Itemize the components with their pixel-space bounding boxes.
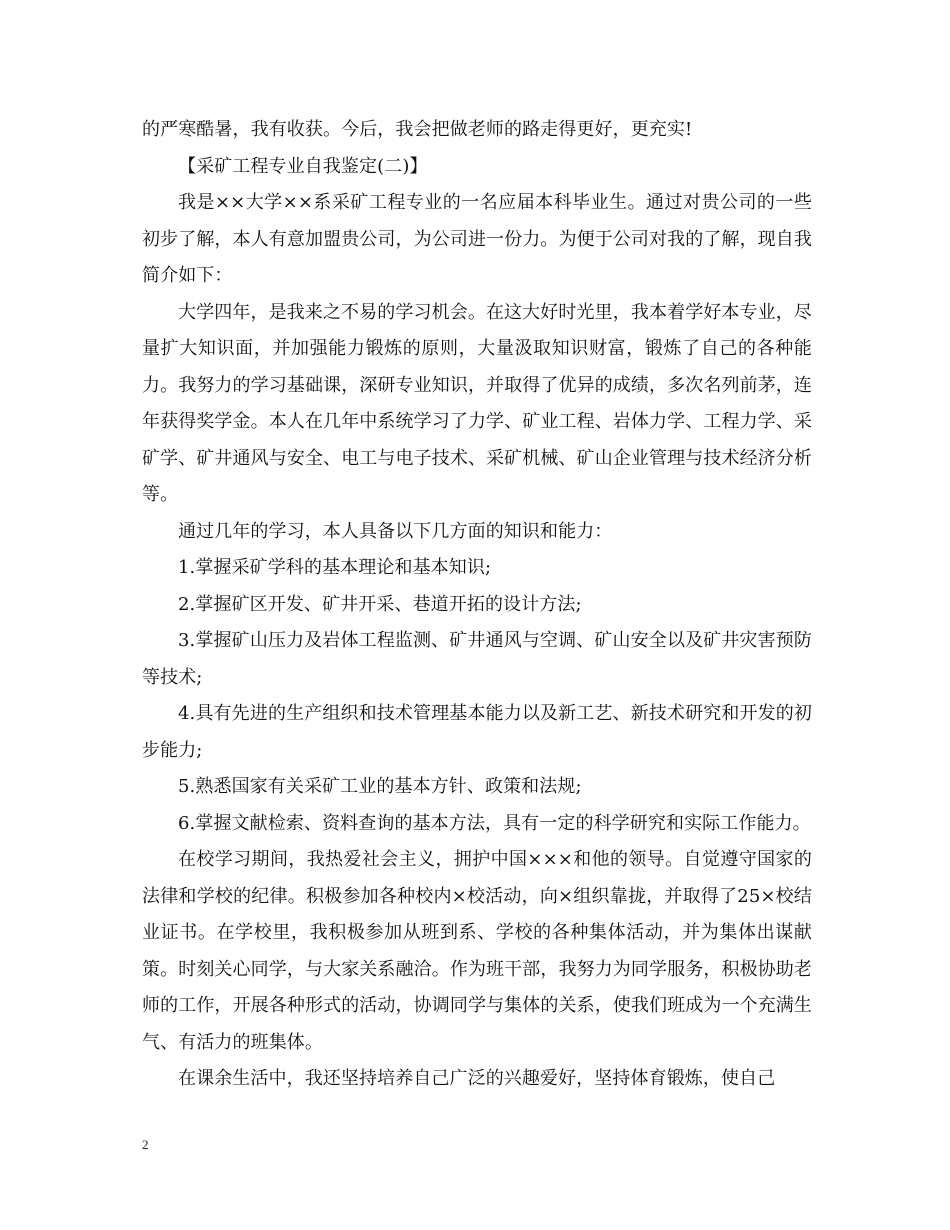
- section-heading: 【采矿工程专业自我鉴定(二)】: [178, 155, 428, 177]
- paragraph-campus-life: 在校学习期间，我热爱社会主义，拥护中国×××和他的领导。自觉遵守国家的法律和学校的纪律。积极参加各种校内×校活动，向×组织靠拢，并取得了25×校结业证书。在学校里，我积极参加从班到系、学校的各种集体活动，并为集体出谋献策。时刻关心同学，与大家关系融洽。作为班干部，我努力为同学服务，积极协助老师的工作，开展各种形式的活动，协调同学与集体的关系，使我们班成为一个充满生气、有活力的班集体。: [142, 849, 812, 1053]
- paragraph-study: 大学四年，是我来之不易的学习机会。在这大好时光里，我本着学好本专业，尽量扩大知识面，并加强能力锻炼的原则，大量汲取知识财富，锻炼了自己的各种能力。我努力的学习基础课，深研专业知识，并取得了优异的成绩，多次名列前茅，连年获得奖学金。本人在几年中系统学习了力学、矿业工程、岩体力学、工程力学、采矿学、矿井通风与安全、电工与电子技术、采矿机械、矿山企业管理与技术经济分析等。: [142, 301, 812, 505]
- list-item-1: 1.掌握采矿学科的基本理论和基本知识;: [178, 557, 492, 578]
- list-item-5: 5.熟悉国家有关采矿工业的基本方针、政策和法规;: [178, 776, 582, 797]
- paragraph-intro: 我是××大学××系采矿工程专业的一名应届本科毕业生。通过对贵公司的一些初步了解，本人有意加盟贵公司，为公司进一份力。为便于公司对我的了解，现自我简介如下：: [142, 192, 812, 286]
- paragraph-abilities-intro: 通过几年的学习，本人具备以下几方面的知识和能力：: [178, 520, 613, 542]
- paragraph-continuation: 的严寒酷暑，我有收获。今后，我会把做老师的路走得更好，更充实!: [142, 119, 693, 140]
- page-number: 2: [142, 1137, 149, 1152]
- paragraph-hobbies: 在课余生活中，我还坚持培养自己广泛的兴趣爱好，坚持体育锻炼，使自己: [178, 1068, 776, 1089]
- list-item-6: 6.掌握文献检索、资料查询的基本方法，具有一定的科学研究和实际工作能力。: [178, 812, 811, 834]
- list-item-4: 4.具有先进的生产组织和技术管理基本能力以及新工艺、新技术研究和开发的初步能力;: [142, 703, 812, 761]
- document-body: [142, 112, 812, 1098]
- list-item-2: 2.掌握矿区开发、矿井开采、巷道开拓的设计方法;: [178, 593, 582, 615]
- list-item-3: 3.掌握矿山压力及岩体工程监测、矿井通风与空调、矿山安全以及矿井灾害预防等技术;: [142, 630, 812, 688]
